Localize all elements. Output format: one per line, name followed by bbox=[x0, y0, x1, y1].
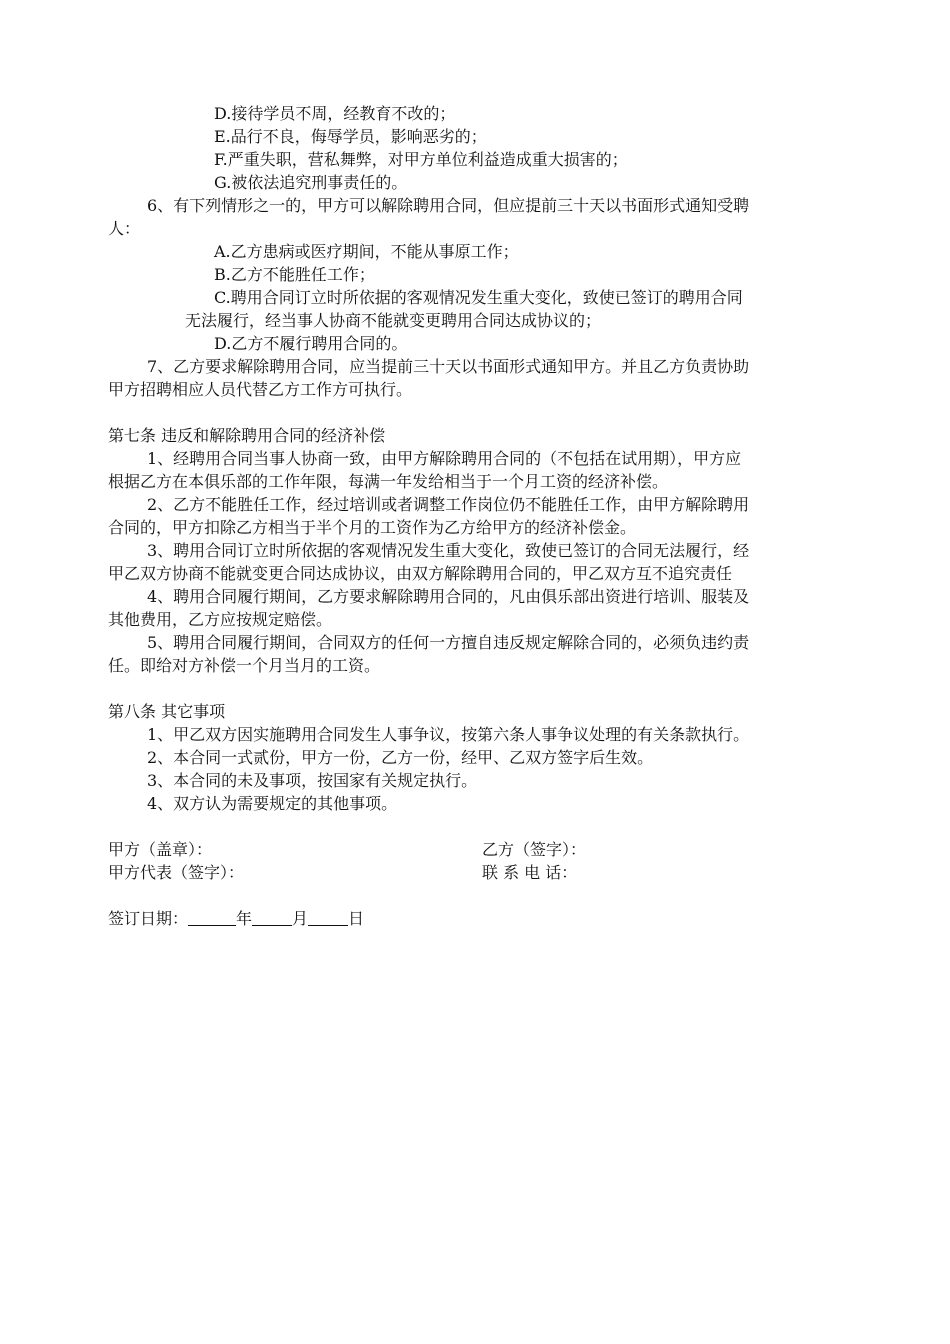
article-7-p5-line1: 5、聘用合同履行期间，合同双方的任何一方擅自违反规定解除合同的，必须负违约责 bbox=[147, 633, 750, 652]
month-label: 月 bbox=[292, 909, 309, 928]
item-f-misconduct: F.严重失职，营私舞弊，对甲方单位利益造成重大损害的； bbox=[214, 150, 628, 169]
item-g-criminal: G.被依法追究刑事责任的。 bbox=[214, 173, 408, 192]
article-7-p2-line1: 2、乙方不能胜任工作，经过培训或者调整工作岗位仍不能胜任工作，由甲方解除聘用 bbox=[147, 495, 750, 514]
article-7-p3-line1: 3、聘用合同订立时所依据的客观情况发生重大变化，致使已签订的合同无法履行，经 bbox=[147, 541, 750, 560]
item-6c-line1: C.聘用合同订立时所依据的客观情况发生重大变化，致使已签订的聘用合同 bbox=[214, 288, 743, 307]
article-8-p3: 3、本合同的未及事项，按国家有关规定执行。 bbox=[147, 771, 478, 790]
item-6c-line2: 无法履行，经当事人协商不能就变更聘用合同达成协议的； bbox=[185, 311, 602, 330]
party-a-seal-label: 甲方（盖章）： bbox=[108, 840, 213, 859]
article-7-p1-line2: 根据乙方在本俱乐部的工作年限，每满一年发给相当于一个月工资的经济补偿。 bbox=[108, 472, 669, 491]
item-6-line1: 6、有下列情形之一的，甲方可以解除聘用合同，但应提前三十天以书面形式通知受聘 bbox=[147, 196, 750, 215]
article-8-p4: 4、双方认为需要规定的其他事项。 bbox=[147, 794, 398, 813]
article-7-p2-line2: 合同的，甲方扣除乙方相当于半个月的工资作为乙方给甲方的经济补偿金。 bbox=[108, 518, 637, 537]
article-7-heading: 第七条 违反和解除聘用合同的经济补偿 bbox=[108, 426, 386, 445]
article-7-p3-line2: 甲乙双方协商不能就变更合同达成协议，由双方解除聘用合同的，甲乙双方互不追究责任 bbox=[108, 564, 733, 583]
item-6d: D.乙方不履行聘用合同的。 bbox=[214, 334, 408, 353]
year-label: 年 bbox=[236, 909, 253, 928]
party-a-rep-label: 甲方代表（签字）： bbox=[108, 863, 245, 882]
item-6a: A.乙方患病或医疗期间，不能从事原工作； bbox=[214, 242, 519, 261]
month-blank[interactable] bbox=[252, 909, 292, 926]
contact-phone-label: 联 系 电 话： bbox=[482, 863, 578, 882]
item-6b: B.乙方不能胜任工作； bbox=[214, 265, 375, 284]
party-b-sign-label: 乙方（签字）： bbox=[482, 840, 587, 859]
article-8-heading: 第八条 其它事项 bbox=[108, 702, 226, 721]
year-blank[interactable] bbox=[188, 909, 236, 926]
article-7-p1-line1: 1、经聘用合同当事人协商一致，由甲方解除聘用合同的（不包括在试用期），甲方应 bbox=[147, 449, 742, 468]
article-7-p4-line1: 4、聘用合同履行期间，乙方要求解除聘用合同的，凡由俱乐部出资进行培训、服装及 bbox=[147, 587, 750, 606]
article-8-p1: 1、甲乙双方因实施聘用合同发生人事争议，按第六条人事争议处理的有关条款执行。 bbox=[147, 725, 750, 744]
item-d-teaching: D.接待学员不周，经教育不改的； bbox=[214, 104, 456, 123]
item-7-line1: 7、乙方要求解除聘用合同，应当提前三十天以书面形式通知甲方。并且乙方负责协助 bbox=[147, 357, 750, 376]
article-8-p2: 2、本合同一式贰份，甲方一份，乙方一份，经甲、乙双方签字后生效。 bbox=[147, 748, 654, 767]
item-7-line2: 甲方招聘相应人员代替乙方工作方可执行。 bbox=[108, 380, 413, 399]
day-label: 日 bbox=[348, 909, 365, 928]
article-7-p4-line2: 其他费用，乙方应按规定赔偿。 bbox=[108, 610, 333, 629]
sign-date-label: 签订日期： bbox=[108, 909, 189, 928]
item-6-line2: 人： bbox=[108, 219, 141, 238]
day-blank[interactable] bbox=[308, 909, 348, 926]
article-7-p5-line2: 任。即给对方补偿一个月当月的工资。 bbox=[108, 656, 381, 675]
sign-date-row bbox=[108, 908, 364, 930]
item-e-conduct: E.品行不良，侮辱学员，影响恶劣的； bbox=[214, 127, 487, 146]
